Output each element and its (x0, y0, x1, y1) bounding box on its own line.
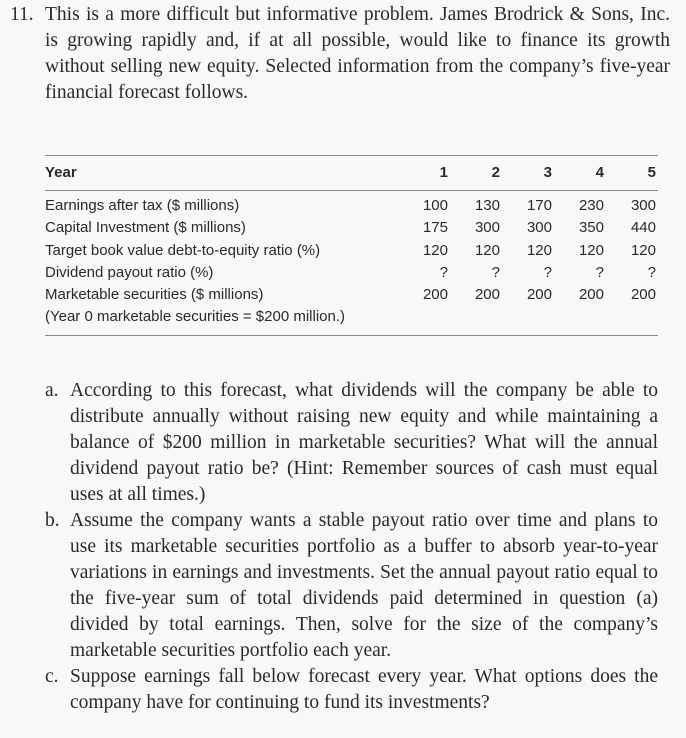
header-year-1: 1 (439, 164, 448, 181)
table-cell: 300 (474, 219, 500, 237)
table-cell: 130 (474, 197, 500, 214)
table-cell: 120 (630, 241, 656, 259)
row-label: Target book value debt-to-equity ratio (%) (45, 241, 321, 259)
question-label: c. (45, 666, 59, 687)
row-label: Earnings after tax ($ millions) (45, 197, 240, 214)
table-row-capital-investment (45, 217, 658, 239)
table-cell: 200 (474, 286, 500, 304)
header-year-4: 4 (595, 164, 604, 181)
question-text: Suppose earnings fall below forecast every year. What options does the company have for continuing to fund its investments? (70, 666, 658, 713)
forecast-table (45, 155, 658, 336)
table-row-dividend-payout (45, 262, 658, 284)
table-cell: 120 (474, 241, 500, 259)
question-text: According to this forecast, what dividends will the company be able to distribute annually without raising new equity and while maintaining a balance of $200 million in marketable securities? What will the annual dividend payout ratio be? (Hint: Remember sources of cash must equal uses at all times.) (70, 380, 658, 505)
question-text: Assume the company wants a stable payout ratio over time and plans to use its marketable securities portfolio as a buffer to absorb year-to-year variations in earnings and investments. Set the annual payout ratio equal to the five-year sum of total dividends paid determined in question (a) divided by total earnings. Then, solve for the size of the company’s marketable securities portfolio each year. (70, 510, 658, 661)
table-cell: 350 (578, 219, 604, 237)
table-cell: 200 (578, 286, 604, 304)
table-bottom-rule (45, 335, 658, 336)
question-list (45, 378, 658, 716)
table-row-earnings (45, 195, 658, 217)
problem-statement (10, 2, 670, 106)
row-label: Dividend payout ratio (%) (45, 263, 214, 281)
table-cell: ? (595, 263, 604, 281)
header-year-label: Year (45, 164, 77, 181)
table-cell: 120 (578, 241, 604, 259)
table-cell: 200 (422, 286, 448, 304)
table-cell: 120 (526, 241, 552, 259)
table-cell: ? (647, 263, 656, 281)
table-row-marketable-securities (45, 284, 658, 306)
table-cell: 200 (526, 286, 552, 304)
table-cell: ? (491, 263, 500, 281)
table-cell: 300 (526, 219, 552, 237)
header-year-2: 2 (491, 164, 500, 181)
table-cell: 300 (630, 197, 656, 214)
table-cell: 230 (578, 197, 604, 214)
table-header-row (45, 156, 658, 190)
problem-text: This is a more difficult but informative problem. James Brodrick & Sons, Inc. is growing rapidly and, if at all possible, would like to finance its growth without selling new equity. Selected information from the company’s five-year financial forecast follows. (45, 4, 670, 103)
table-cell: 100 (422, 197, 448, 214)
question-label: b. (45, 510, 60, 531)
table-note-row (45, 306, 658, 328)
table-note: (Year 0 marketable securities = $200 million.) (45, 308, 346, 326)
table-row-debt-to-equity (45, 240, 658, 262)
row-label: Capital Investment ($ millions) (45, 219, 246, 237)
table-cell: 440 (630, 219, 656, 237)
problem-number: 11. (10, 4, 34, 25)
table-cell: 200 (630, 286, 656, 304)
table-cell: ? (439, 263, 448, 281)
table-cell: ? (543, 263, 552, 281)
table-cell: 120 (422, 241, 448, 259)
table-body (45, 191, 658, 335)
header-year-5: 5 (647, 164, 656, 181)
question-a (45, 378, 658, 508)
question-b (45, 508, 658, 664)
table-cell: 170 (526, 197, 552, 214)
header-year-3: 3 (543, 164, 552, 181)
table-cell: 175 (422, 219, 448, 237)
question-c (45, 664, 658, 716)
row-label: Marketable securities ($ millions) (45, 286, 264, 304)
question-label: a. (45, 380, 59, 401)
